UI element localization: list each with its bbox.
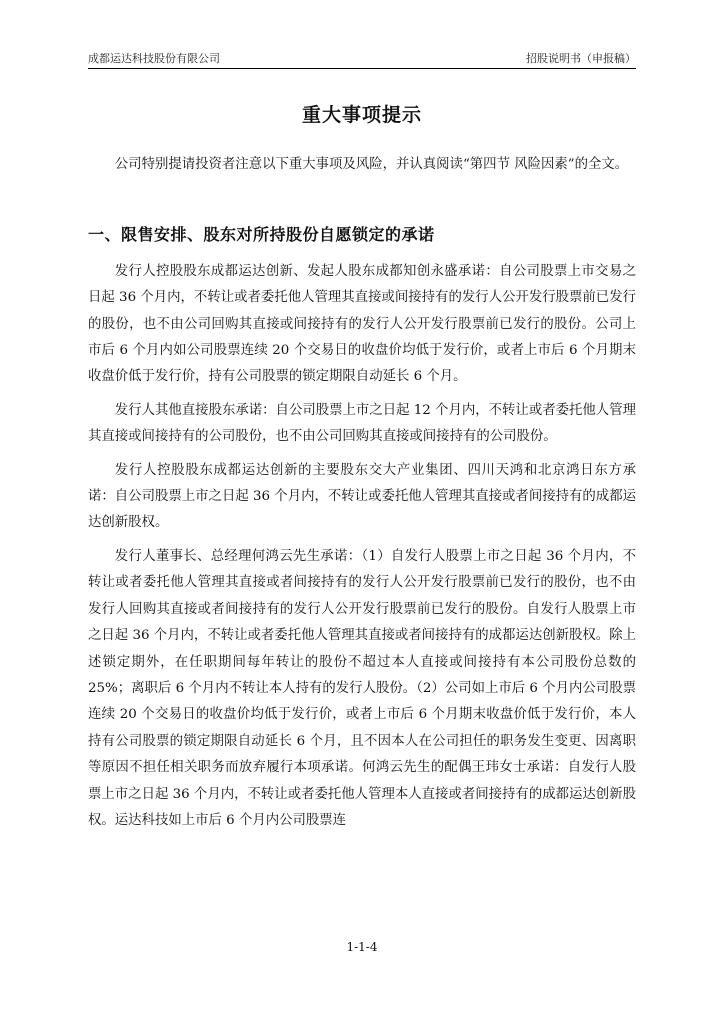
header-document-type: 招股说明书（申报稿） (526, 52, 636, 65)
intro-paragraph: 公司特别提请投资者注意以下重大事项及风险，并认真阅读“第四节 风险因素”的全文。 (114, 157, 629, 172)
paragraph-major-shareholders: 发行人控股股东成都运达创新的主要股东交大产业集团、四川天鸿和北京鸿日东方承诺：自公司股票上市之日起 36 个月内，不转让或委托他人管理其直接或者间接持有的成都运达创新股权。 (88, 462, 636, 531)
document-body (88, 152, 636, 841)
page-title: 重大事项提示 (301, 104, 422, 126)
header-company-name: 成都运达科技股份有限公司 (88, 52, 220, 65)
paragraph-chairman-commitment: 发行人董事长、总经理何鸿云先生承诺：（1）自发行人股票上市之日起 36 个月内，不转让或者委托他人管理其直接或者间接持有的发行人公开发行股票前已发行的股份，也不由发行人回购其直接或者间接持有的发行人公开发行股票前已发行的股份。自发行人股票上市之日起 36 个月内，不转让或者委托他人管理其直接或者间接持有的成都运达创新股权。除上述锁定期外，在任职期间每年转让的股份不超过本人直接或间接持有本公司股份总数的 25%；离职后 6 个月内不转让本人持有的发行人股份。（2）公司如上市后 6 个月内公司股票连续 20 个交易日的收盘价均低于发行价，或者上市后 6 个月期末收盘价低于发行价，本人持有公司股票的锁定期限自动延长 6 个月，且不因本人在公司担任的职务发生变更、因离职等原因不担任相关职务而放弃履行本项承诺。何鸿云先生的配偶王玮女士承诺：自发行人股票上市之日起 36 个月内，不转让或者委托他人管理本人直接或者间接持有的成都运达创新股权。运达科技如上市后 6 个月内公司股票连 (88, 548, 636, 828)
header-divider (88, 68, 636, 69)
page-number: 1-1-4 (346, 940, 378, 954)
section-heading: 一、限售安排、股东对所持股份自愿锁定的承诺 (88, 225, 435, 245)
paragraph-other-shareholders: 发行人其他直接股东承诺：自公司股票上市之日起 12 个月内，不转让或者委托他人管理其直接或间接持有的公司股份，也不由公司回购其直接或间接持有的公司股份。 (88, 402, 636, 445)
page-header (88, 50, 636, 66)
paragraph-controlling-shareholder: 发行人控股股东成都运达创新、发起人股东成都知创永盛承诺：自公司股票上市交易之日起 36 个月内，不转让或者委托他人管理其直接或间接持有的发行人公开发行股票前已发行的股份，也不由公司回购其直接或间接持有的发行人公开发行股票前已发行的股份。公司上市后 6 个月内如公司股票连续 20 个交易日的收盘价均低于发行价，或者上市后 6 个月期末收盘价低于发行价，持有公司股票的锁定期限自动延长 6 个月。 (88, 263, 636, 385)
